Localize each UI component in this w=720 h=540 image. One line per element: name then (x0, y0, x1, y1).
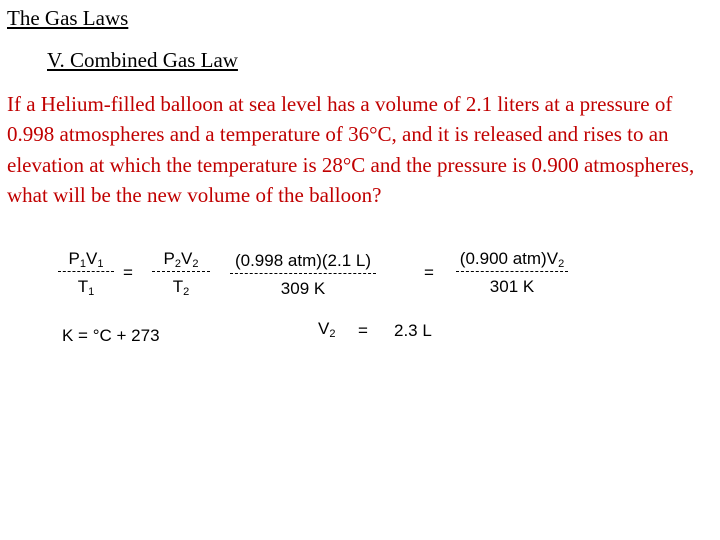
formula-left-numerator: $P_1V_1$ (68, 249, 104, 270)
formula-right-denominator: $T_2$ (172, 277, 190, 298)
calc-left-fraction (230, 252, 376, 297)
result-equals: = (358, 321, 368, 340)
calc-right-denominator: 301 K (489, 277, 535, 296)
formula-equals: = (123, 263, 133, 282)
calc-left-denominator: 309 K (280, 279, 326, 298)
calc-right-numerator: (0.900 $atm)V_2$ (459, 249, 565, 270)
formula-left-denominator: $T_1$ (77, 277, 95, 298)
page-title: The Gas Laws (7, 6, 129, 30)
kelvin-conversion: K = °C + 273 (62, 326, 160, 345)
result-value: 2.3 L (394, 321, 432, 340)
problem-statement: If a Helium-filled balloon at sea level has a volume of 2.1 liters at a pressure of 0.998 atmospheres and a temperature of 36°C, and it is released and rises to an elevation at which the temperature is 28°C and the pressure is 0.900 atmospheres, what will be the new volume of the balloon? (7, 92, 695, 208)
calc-equals: = (424, 263, 434, 282)
calc-right-fraction (456, 250, 568, 295)
formula-left-fraction (58, 249, 114, 298)
result-variable: $V_2$ (318, 319, 336, 340)
section-subtitle: V. Combined Gas Law (47, 48, 238, 72)
calc-left-numerator: (0.998 atm)(2.1 L) (234, 251, 372, 270)
formula-right-numerator: $P_2V_2$ (163, 249, 199, 270)
formula-right-fraction (152, 249, 210, 298)
